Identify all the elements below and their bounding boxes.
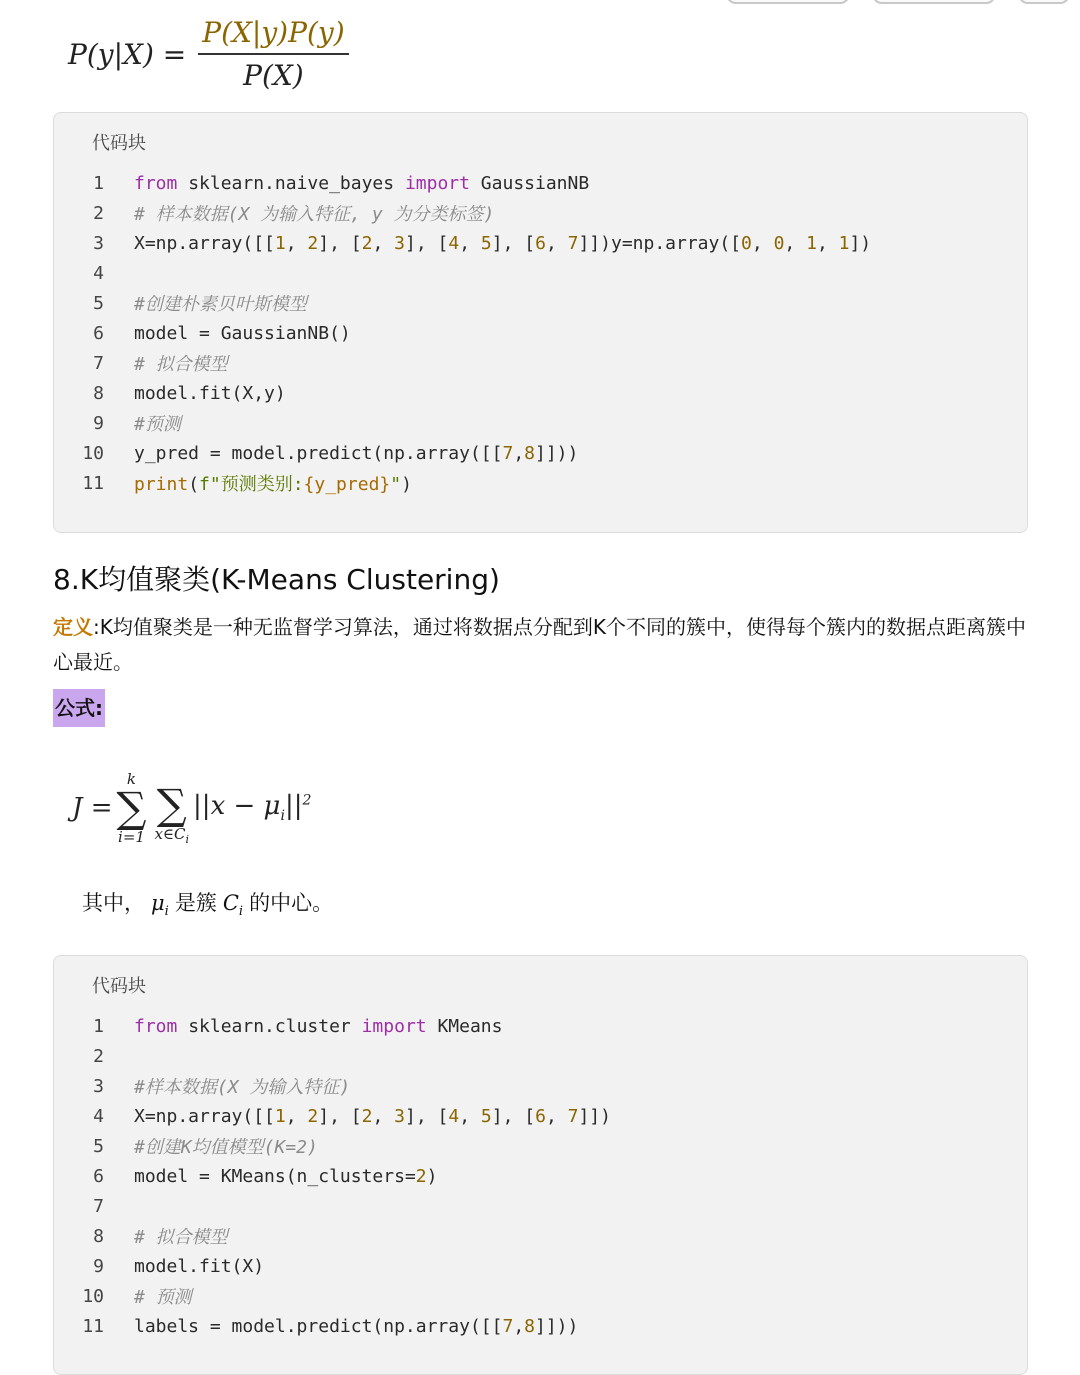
- code-token: y_pred = model.predict(np.array([[: [134, 442, 503, 464]
- code-token: model = GaussianNB(): [134, 322, 351, 344]
- code-token: model.fit(X): [134, 1255, 265, 1277]
- code-token: 6: [535, 1105, 546, 1127]
- code-token: # 样本数据(X 为输入特征, y 为分类标签): [134, 204, 495, 225]
- code-token: (: [188, 474, 200, 495]
- sigma-icon: ∑: [156, 780, 187, 829]
- line-number: 1: [93, 172, 104, 194]
- bayes-fraction: [198, 16, 348, 92]
- code-token: 7: [567, 1105, 579, 1127]
- code-text: [134, 290, 307, 316]
- code-token: from: [134, 172, 178, 194]
- code-token: 7: [502, 442, 514, 464]
- code-token: 4: [448, 1105, 460, 1127]
- code-text: [134, 1073, 350, 1099]
- code-text: [134, 173, 589, 194]
- code-line: [54, 1041, 1027, 1071]
- code-token: model.fit(X,y): [134, 382, 286, 404]
- sigma-icon: ∑: [116, 783, 147, 832]
- code-token: ,: [751, 232, 774, 254]
- code-line: [54, 1221, 1027, 1251]
- code-token: ,: [459, 232, 481, 254]
- code-text: [134, 443, 578, 464]
- code-token: 2: [361, 232, 373, 254]
- code-token: {y_pred}: [303, 474, 391, 495]
- code-token: ], [: [318, 1105, 362, 1127]
- code-line: [54, 1251, 1027, 1281]
- code-text: [134, 233, 871, 254]
- code-token: ,: [816, 232, 839, 254]
- sum-upper-limit: k: [126, 770, 137, 788]
- code-line: [54, 168, 1027, 198]
- code-token: ,: [513, 1315, 525, 1337]
- code-token: # 拟合模型: [134, 354, 228, 375]
- bayes-formula: [68, 18, 349, 90]
- code-token: 7: [567, 232, 579, 254]
- code-text: [134, 1256, 264, 1277]
- code-token: 3: [394, 232, 405, 254]
- code-token: ): [426, 1165, 438, 1187]
- code-token: ": [390, 474, 402, 495]
- code-token: sklearn.naive_bayes: [177, 172, 405, 194]
- code-token: ]): [849, 232, 872, 254]
- code-line: [54, 318, 1027, 348]
- code-token: import: [404, 172, 470, 194]
- code-token: # 预测: [134, 1287, 192, 1308]
- line-number: 3: [93, 1075, 104, 1097]
- sum-lower-limit-inner: $x\in C_i$: [154, 825, 190, 846]
- code-lines: [54, 1011, 1027, 1341]
- line-number: 10: [82, 1285, 104, 1307]
- code-token: ): [401, 474, 412, 495]
- code-token: ], [: [491, 1105, 536, 1127]
- code-token: ], [: [405, 232, 449, 254]
- code-line: [54, 1281, 1027, 1311]
- code-token: GaussianNB: [469, 172, 590, 194]
- code-text: [134, 1106, 611, 1127]
- norm-term: $||x - \mu_i||^2$: [193, 791, 312, 825]
- code-token: X=np.array([[: [134, 1105, 275, 1127]
- code-token: 8: [524, 1315, 535, 1337]
- code-token: 4: [448, 232, 460, 254]
- line-number: 9: [93, 1255, 104, 1277]
- bayes-denominator: P(X): [243, 59, 304, 92]
- code-token: f"预测类别:: [199, 474, 304, 495]
- code-line: [54, 1101, 1027, 1131]
- code-line: [54, 468, 1027, 498]
- code-block-label: 代码块: [92, 133, 146, 154]
- line-number: 4: [93, 262, 104, 284]
- definition-paragraph: [53, 610, 1043, 680]
- code-token: ]]): [578, 1105, 611, 1127]
- line-number: 5: [93, 1135, 104, 1157]
- code-line: [54, 198, 1027, 228]
- code-text: [134, 1283, 192, 1309]
- code-line: [54, 228, 1027, 258]
- code-token: ,: [784, 232, 807, 254]
- line-number: 3: [93, 232, 104, 254]
- line-number: 7: [93, 352, 104, 374]
- code-token: 6: [535, 232, 546, 254]
- line-number: 7: [93, 1195, 104, 1217]
- code-block-label: 代码块: [92, 976, 146, 997]
- code-token: model = KMeans(n_clusters=: [134, 1165, 416, 1187]
- code-token: 1: [274, 232, 286, 254]
- code-token: ]])): [535, 442, 579, 464]
- line-number: 4: [93, 1105, 104, 1127]
- code-token: #预测: [134, 414, 181, 435]
- code-token: labels = model.predict(np.array([[: [134, 1315, 503, 1337]
- code-token: 1: [274, 1105, 286, 1127]
- code-text: [134, 470, 412, 496]
- code-text: [134, 1133, 318, 1159]
- code-text: [134, 1016, 502, 1037]
- code-token: print: [134, 474, 189, 495]
- code-token: ], [: [318, 232, 362, 254]
- code-token: #创建朴素贝叶斯模型: [134, 294, 307, 315]
- line-number: 8: [93, 1225, 104, 1247]
- code-text: [134, 1166, 437, 1187]
- code-token: import: [361, 1015, 427, 1037]
- code-line: [54, 348, 1027, 378]
- code-text: [134, 200, 494, 226]
- sum-symbol-inner: [154, 767, 189, 849]
- line-number: 2: [93, 1045, 104, 1067]
- code-token: 2: [307, 232, 319, 254]
- line-number: 5: [93, 292, 104, 314]
- kmeans-lhs: J =: [72, 793, 113, 823]
- code-line: [54, 1161, 1027, 1191]
- code-token: 2: [361, 1105, 373, 1127]
- code-token: 3: [394, 1105, 405, 1127]
- code-token: 0: [741, 232, 752, 254]
- code-token: ,: [372, 1105, 395, 1127]
- bayes-lhs: P(y|X) =: [68, 37, 187, 71]
- code-token: #创建K均值模型(K=2): [134, 1137, 318, 1158]
- code-text: [134, 1223, 228, 1249]
- code-line: [54, 408, 1027, 438]
- code-line: [54, 1131, 1027, 1161]
- line-number: 11: [82, 472, 104, 494]
- code-text: [134, 383, 286, 404]
- code-token: ], [: [405, 1105, 449, 1127]
- formula-label: 公式:: [53, 689, 105, 727]
- line-number: 9: [93, 412, 104, 434]
- code-token: 2: [415, 1165, 427, 1187]
- definition-label: 定义: [53, 615, 93, 639]
- code-token: ,: [285, 1105, 308, 1127]
- code-token: sklearn.cluster: [177, 1015, 362, 1037]
- code-token: #样本数据(X 为输入特征): [134, 1077, 351, 1098]
- toolbar-button[interactable]: [726, 0, 850, 4]
- definition-text: :K均值聚类是一种无监督学习算法，通过将数据点分配到K个不同的簇中，使得每个簇内的数据点距离簇中心最近。: [53, 615, 1026, 674]
- code-line: [54, 438, 1027, 468]
- bayes-numerator: P(X|y)P(y): [198, 16, 348, 55]
- code-token: 1: [806, 232, 817, 254]
- code-token: 5: [480, 1105, 492, 1127]
- code-token: X=np.array([[: [134, 232, 275, 254]
- code-text: [134, 410, 181, 436]
- code-token: ,: [372, 232, 395, 254]
- code-text: [134, 323, 351, 344]
- code-line: [54, 258, 1027, 288]
- code-lines: [54, 168, 1027, 498]
- line-number: 2: [93, 202, 104, 224]
- code-token: ]])): [535, 1315, 579, 1337]
- line-number: 1: [93, 1015, 104, 1037]
- code-token: ]])y=np.array([: [578, 232, 742, 254]
- code-token: 2: [307, 1105, 319, 1127]
- code-token: ], [: [491, 232, 536, 254]
- code-token: KMeans: [426, 1015, 503, 1037]
- line-number: 11: [82, 1315, 104, 1337]
- code-text: [134, 350, 228, 376]
- line-number: 6: [93, 1165, 104, 1187]
- code-line: [54, 1311, 1027, 1341]
- section-title: 8.K均值聚类(K-Means Clustering): [53, 563, 500, 596]
- line-number: 6: [93, 322, 104, 344]
- where-text: 其中， $\mu_i$ 是簇 $C_i$ 的中心。: [82, 891, 334, 920]
- code-token: ,: [459, 1105, 481, 1127]
- code-token: 1: [838, 232, 850, 254]
- line-number: 8: [93, 382, 104, 404]
- code-text: [134, 1316, 578, 1337]
- line-number: 10: [82, 442, 104, 464]
- code-block-kmeans: [53, 955, 1028, 1375]
- code-line: [54, 288, 1027, 318]
- code-line: [54, 378, 1027, 408]
- code-line: [54, 1011, 1027, 1041]
- code-token: ,: [545, 1105, 568, 1127]
- code-token: ,: [513, 442, 525, 464]
- code-line: [54, 1071, 1027, 1101]
- code-token: 7: [502, 1315, 514, 1337]
- code-token: ,: [285, 232, 308, 254]
- code-token: ,: [545, 232, 568, 254]
- top-toolbar: [726, 0, 1070, 4]
- code-token: 0: [773, 232, 785, 254]
- code-token: 5: [480, 232, 492, 254]
- code-token: from: [134, 1015, 178, 1037]
- toolbar-button[interactable]: [1018, 0, 1070, 4]
- code-line: [54, 1191, 1027, 1221]
- toolbar-button[interactable]: [872, 0, 996, 4]
- code-block-naive-bayes: [53, 112, 1028, 533]
- code-token: 8: [524, 442, 535, 464]
- sum-lower-limit: i=1: [118, 828, 145, 846]
- sum-symbol-outer: [116, 770, 146, 846]
- code-token: # 拟合模型: [134, 1227, 228, 1248]
- kmeans-formula: [72, 760, 311, 856]
